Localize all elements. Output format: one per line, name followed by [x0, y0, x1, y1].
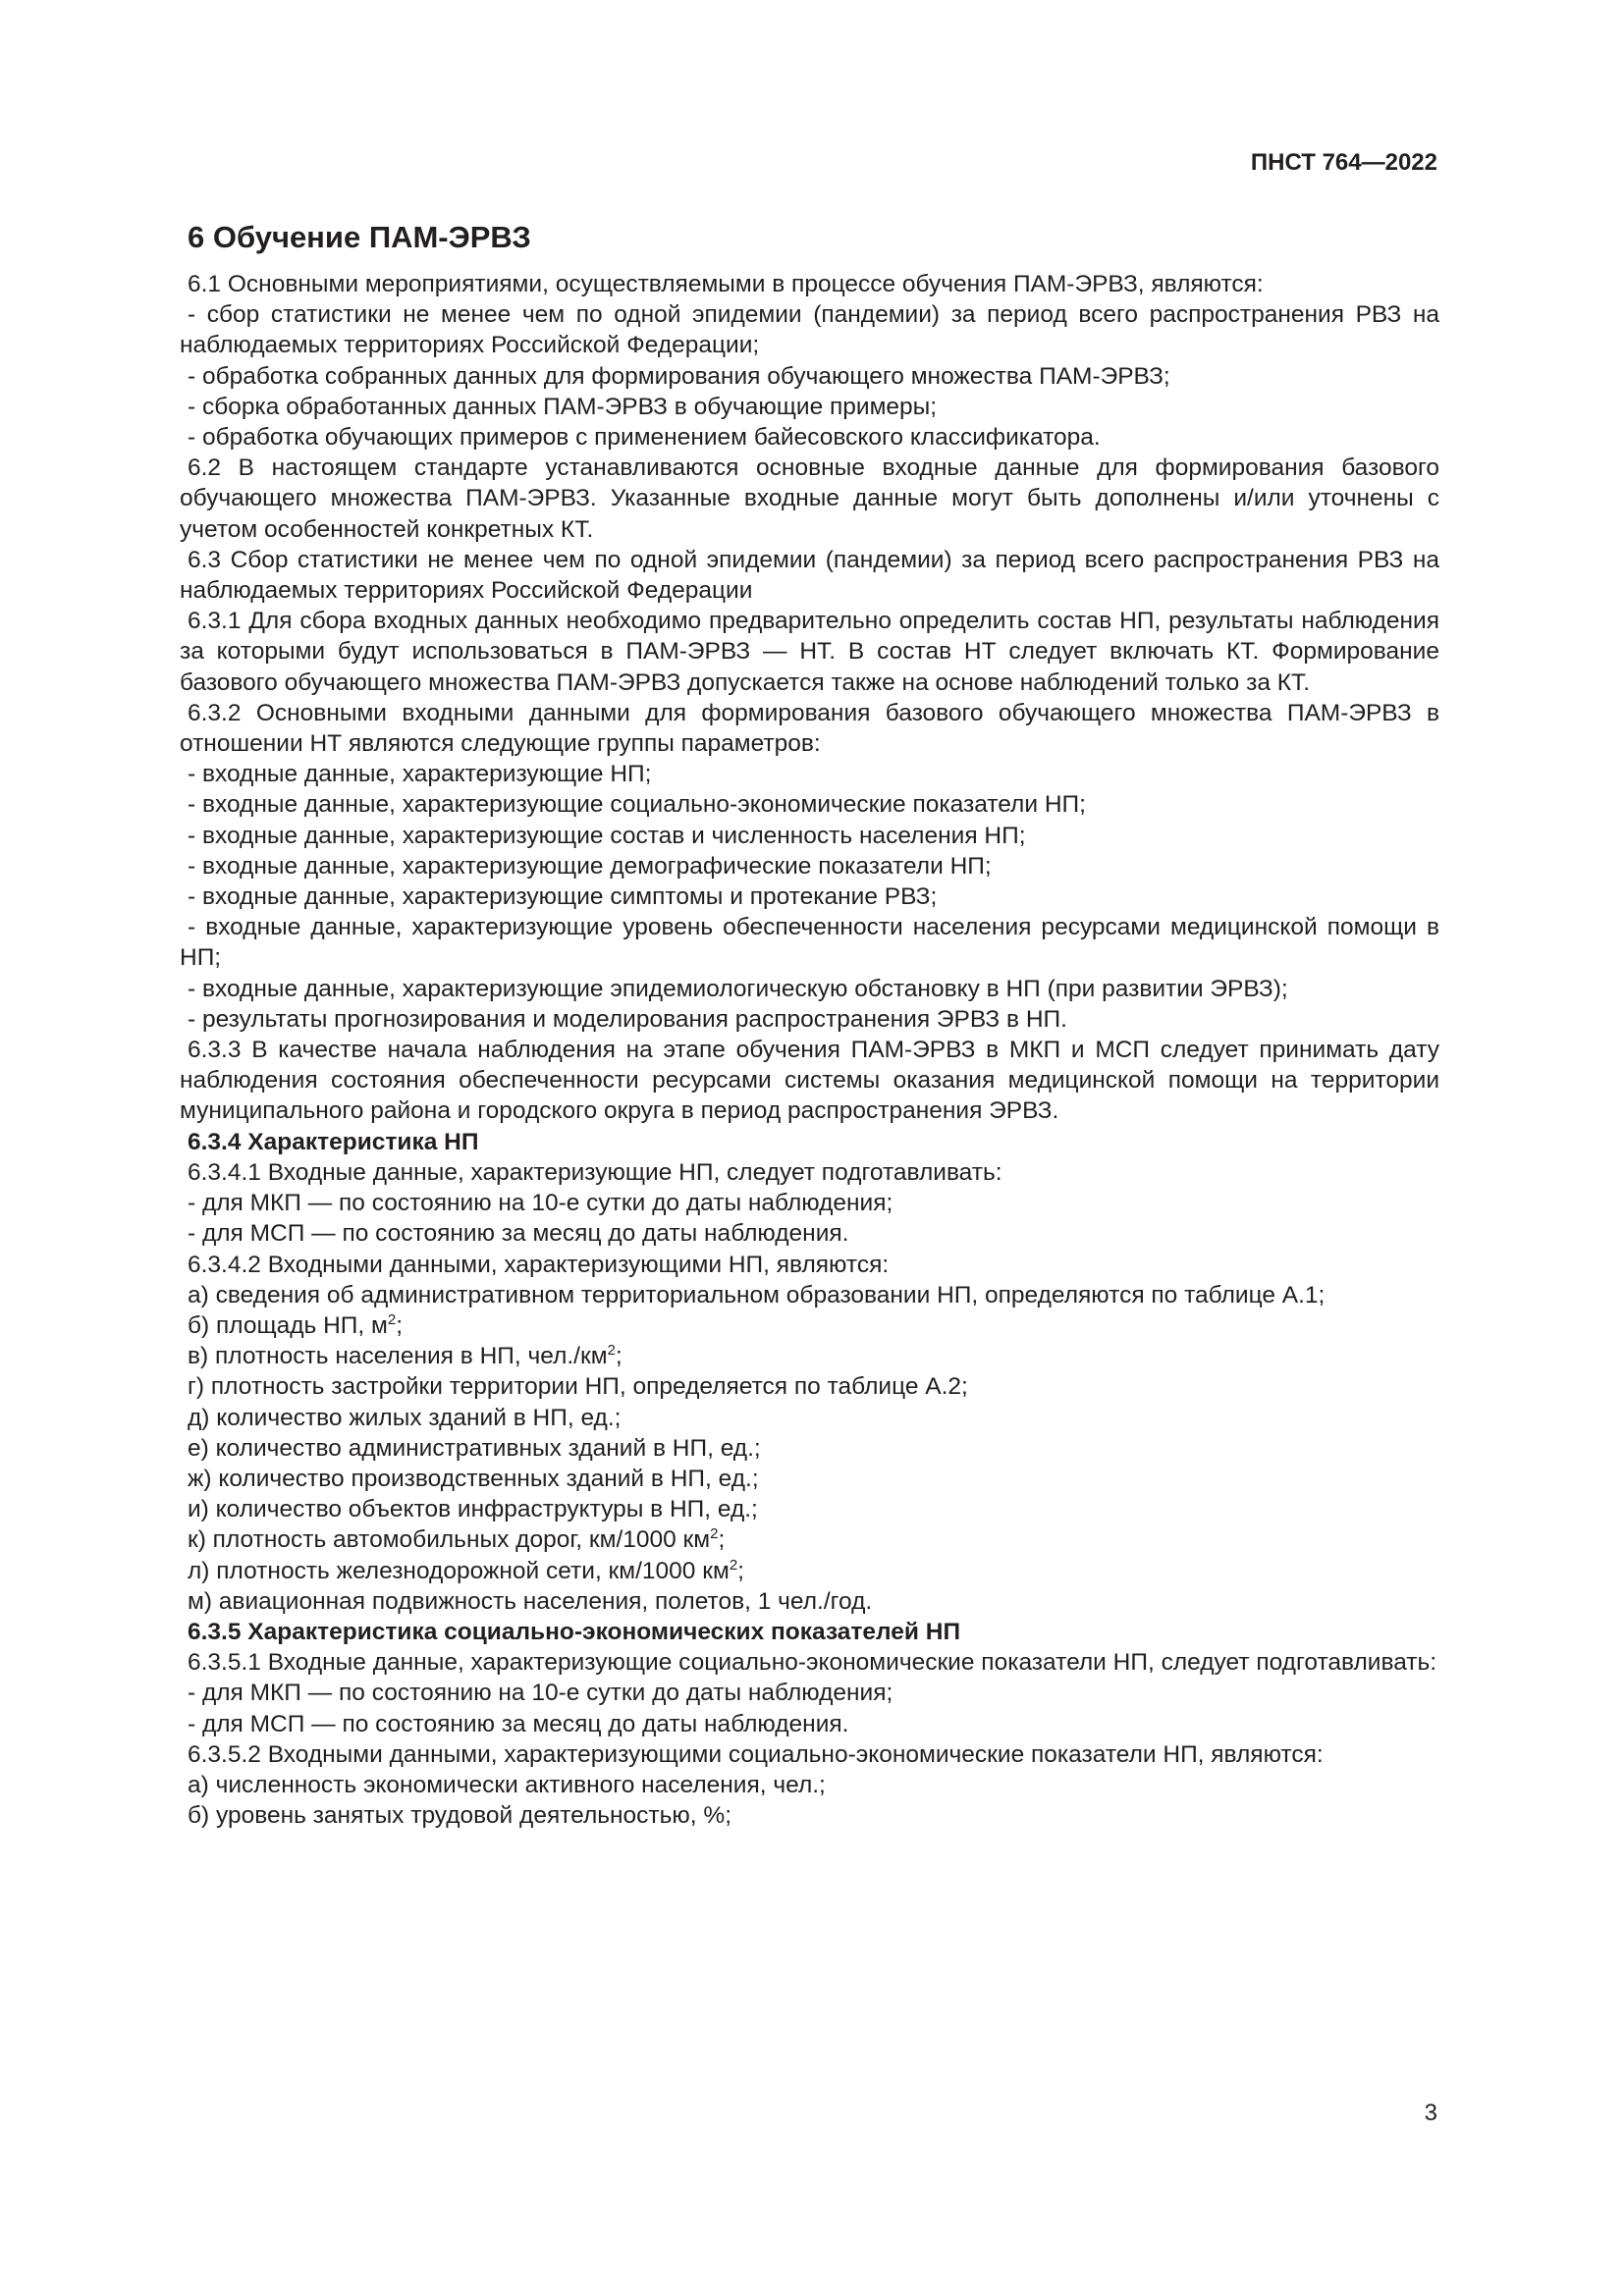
list-item: - входные данные, характеризующие демографические показатели НП; — [188, 852, 992, 880]
list-item: - входные данные, характеризующие эпидемиологическую обстановку в НП (при развитии ЭРВЗ); — [188, 975, 1288, 1002]
page-number: 3 — [1424, 2100, 1437, 2126]
superscript: 2 — [729, 1556, 738, 1574]
list-item: - для МКП — по состоянию на 10-е сутки до даты наблюдения; — [188, 1680, 893, 1707]
list-item — [180, 1556, 1439, 1586]
clause-6-3-4-1: 6.3.4.1 Входные данные, характеризующие НП, следует подготавливать: — [188, 1158, 1002, 1186]
list-item: - обработка собранных данных для формирования обучающего множества ПАМ-ЭРВЗ; — [188, 362, 1170, 390]
list-item-text: к) плотность автомобильных дорог, км/1000 км — [188, 1526, 711, 1554]
list-item: б) уровень занятых трудовой деятельностью, %; — [188, 1802, 732, 1830]
list-item: - входные данные, характеризующие НП; — [188, 761, 652, 788]
subsection-heading-6-3-5: 6.3.5 Характеристика социально-экономических показателей НП — [188, 1618, 961, 1645]
list-item: - для МСП — по состоянию за месяц до даты наблюдения. — [188, 1710, 849, 1737]
superscript: 2 — [607, 1342, 616, 1360]
page-content — [180, 218, 1439, 1831]
list-item: е) количество административных зданий в НП, ед.; — [188, 1434, 761, 1462]
punctuation: ; — [718, 1526, 726, 1554]
list-item: - обработка обучающих примеров с применением байесовского классификатора. — [188, 424, 1101, 452]
list-item: ж) количество производственных зданий в НП, ед.; — [188, 1465, 759, 1492]
list-item: - входные данные, характеризующие состав и численность населения НП; — [188, 822, 1026, 849]
list-item-text: л) плотность железнодорожной сети, км/1000 км — [188, 1557, 730, 1584]
list-item: - сбор статистики не менее чем по одной эпидемии (пандемии) за период всего распространения РВЗ на наблюдаемых территориях Российской Федерации; — [180, 301, 1439, 359]
list-item: г) плотность застройки территории НП, определяется по таблице А.2; — [188, 1373, 968, 1401]
list-item: - входные данные, характеризующие уровень обеспеченности населения ресурсами медицинской помощи в НП; — [180, 914, 1439, 972]
clause-6-3-2: 6.3.2 Основными входными данными для формирования базового обучающего множества ПАМ-ЭРВЗ в отношении НТ являются следующие группы параметров: — [180, 699, 1439, 758]
list-item: - входные данные, характеризующие симптомы и протекание РВЗ; — [188, 883, 938, 911]
list-item: а) численность экономически активного населения, чел.; — [188, 1771, 826, 1798]
list-item: д) количество жилых зданий в НП, ед.; — [188, 1404, 622, 1431]
list-item: - входные данные, характеризующие социально-экономические показатели НП; — [188, 791, 1086, 819]
clause-6-1: 6.1 Основными мероприятиями, осуществляемыми в процессе обучения ПАМ-ЭРВЗ, являются: — [188, 271, 1264, 297]
superscript: 2 — [387, 1310, 397, 1328]
list-item: - для МСП — по состоянию за месяц до даты наблюдения. — [188, 1220, 849, 1248]
clause-6-3-4-2: 6.3.4.2 Входными данными, характеризующими НП, являются: — [188, 1251, 890, 1278]
clause-6-2: 6.2 В настоящем стандарте устанавливаются основные входные данные для формирования базового обучающего множества ПАМ-ЭРВЗ. Указанные входные данные могут быть дополнены и/или уточнены с учетом особенностей конкретных КТ. — [180, 454, 1439, 543]
clause-6-3-5-2: 6.3.5.2 Входными данными, характеризующими социально-экономические показатели НП, являются: — [188, 1740, 1324, 1768]
list-item: а) сведения об административном территориальном образовании НП, определяются по таблице А.1; — [188, 1281, 1326, 1308]
superscript: 2 — [710, 1525, 719, 1543]
list-item — [180, 1524, 1439, 1555]
list-item: и) количество объектов инфраструктуры в НП, ед.; — [188, 1496, 758, 1523]
section-title: 6 Обучение ПАМ-ЭРВЗ — [188, 220, 531, 254]
clause-6-3-3: 6.3.3 В качестве начала наблюдения на этапе обучения ПАМ-ЭРВЗ в МКП и МСП следует принимать дату наблюдения состояния обеспеченности ресурсами системы оказания медицинской помощи на территории муниципального района и городского округа в период распространения ЭРВЗ. — [180, 1037, 1439, 1125]
list-item-text: б) площадь НП, м — [188, 1311, 388, 1339]
document-code: ПНСТ 764—2022 — [1250, 149, 1437, 176]
list-item-text: в) плотность населения в НП, чел./км — [188, 1343, 608, 1370]
punctuation: ; — [615, 1343, 623, 1370]
clause-6-3-1: 6.3.1 Для сбора входных данных необходимо предварительно определить состав НП, результаты наблюдения за которыми будут использоваться в ПАМ-ЭРВЗ — НТ. В состав НТ следует включать КТ. Формирование базового обучающего множества ПАМ-ЭРВЗ допускается также на основе наблюдений только за КТ. — [180, 608, 1439, 696]
clause-6-3-5-1: 6.3.5.1 Входные данные, характеризующие социально-экономические показатели НП, следует подготавливать: — [188, 1649, 1437, 1677]
list-item — [180, 1341, 1439, 1371]
punctuation: ; — [737, 1557, 744, 1584]
punctuation: ; — [396, 1311, 404, 1339]
list-item: - сборка обработанных данных ПАМ-ЭРВЗ в обучающие примеры; — [188, 393, 938, 420]
list-item: - результаты прогнозирования и моделирования распространения ЭРВЗ в НП. — [188, 1005, 1067, 1033]
list-item: - для МКП — по состоянию на 10-е сутки до даты наблюдения; — [188, 1190, 893, 1217]
clause-6-3: 6.3 Сбор статистики не менее чем по одной эпидемии (пандемии) за период всего распространения РВЗ на наблюдаемых территориях Российской Федерации — [180, 546, 1439, 605]
list-item — [180, 1310, 1439, 1341]
subsection-heading-6-3-4: 6.3.4 Характеристика НП — [188, 1128, 479, 1155]
list-item: м) авиационная подвижность населения, полетов, 1 чел./год. — [188, 1587, 873, 1615]
